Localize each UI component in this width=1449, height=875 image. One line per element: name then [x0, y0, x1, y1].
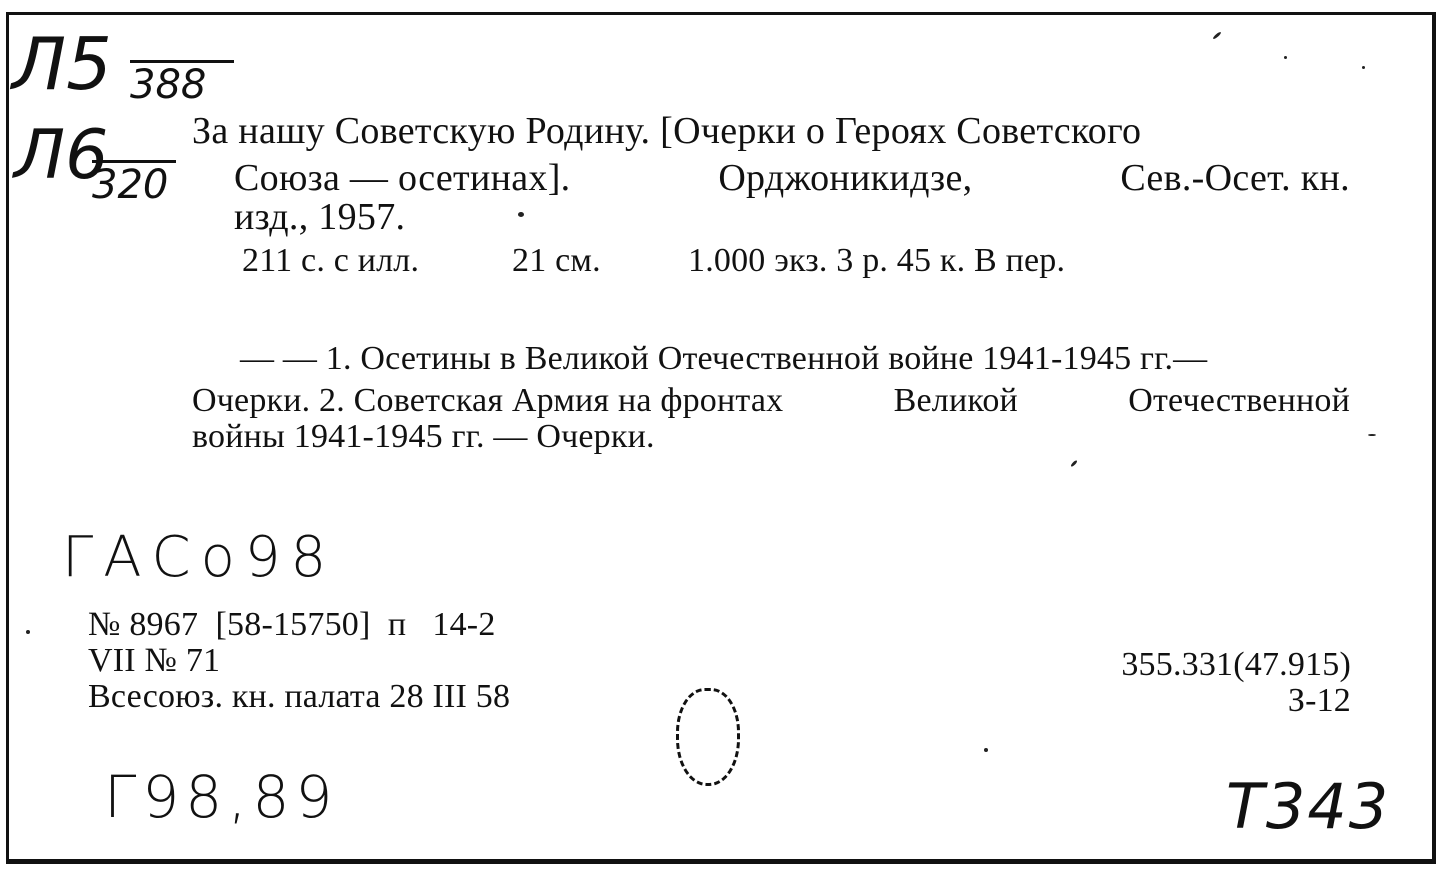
shelf-mark-2-sub: 320: [92, 160, 176, 205]
author-mark: З-12: [1287, 682, 1351, 719]
registry-chamber: Всесоюз. кн. палата 28 III 58: [88, 678, 511, 715]
subject-line3: войны 1941-1945 гг. — Очерки.: [192, 418, 655, 455]
entry-title-line3: изд., 1957.: [234, 196, 406, 238]
shelf-mark-2-main: Л6: [14, 116, 109, 195]
entry-pages: 211 с. с илл.: [242, 242, 420, 279]
subject-line2-part-a: Очерки. 2. Советская Армия на фронтах: [192, 382, 784, 419]
entry-title-end: Союза — осетинах].: [234, 157, 571, 199]
subject-line1: — — 1. Осетины в Великой Отечественной войне 1941-1945 гг.—: [240, 340, 1208, 377]
handwritten-number-right: Т343: [1226, 770, 1391, 843]
entry-publisher: Сев.-Осет. кн.: [1120, 157, 1350, 199]
entry-title-line2: [234, 156, 1350, 200]
shelf-mark-1-sub: 388: [130, 60, 234, 105]
subject-line2: [192, 382, 1350, 420]
registry-number: № 8967 [58-15750] п 14-2: [88, 606, 496, 643]
archive-code: ГАСо98: [62, 525, 337, 590]
scan-speck: [518, 212, 524, 217]
entry-copies-price: 1.000 экз. 3 р. 45 к. В пер.: [688, 242, 1066, 279]
shelf-mark-1-main: Л5: [12, 22, 112, 106]
dashed-circle-mark: [676, 688, 740, 786]
udc-code: 355.331(47.915): [1121, 646, 1351, 683]
scan-speck: [26, 630, 30, 634]
scan-speck: [1368, 434, 1376, 436]
scan-speck: [1284, 56, 1287, 59]
registry-volume: VII № 71: [88, 642, 221, 679]
entry-size: 21 см.: [512, 242, 601, 279]
subject-line2-part-c: Отечественной: [1128, 382, 1350, 419]
entry-title-line1: За нашу Советскую Родину. [Очерки о Героях Советского: [192, 110, 1142, 152]
handwritten-number-left: Г98,89: [104, 763, 339, 831]
entry-place: Орджоникидзе,: [718, 157, 973, 199]
subject-line2-part-b: Великой: [893, 382, 1018, 419]
scan-speck: [1362, 66, 1365, 69]
scan-speck: [984, 748, 988, 752]
